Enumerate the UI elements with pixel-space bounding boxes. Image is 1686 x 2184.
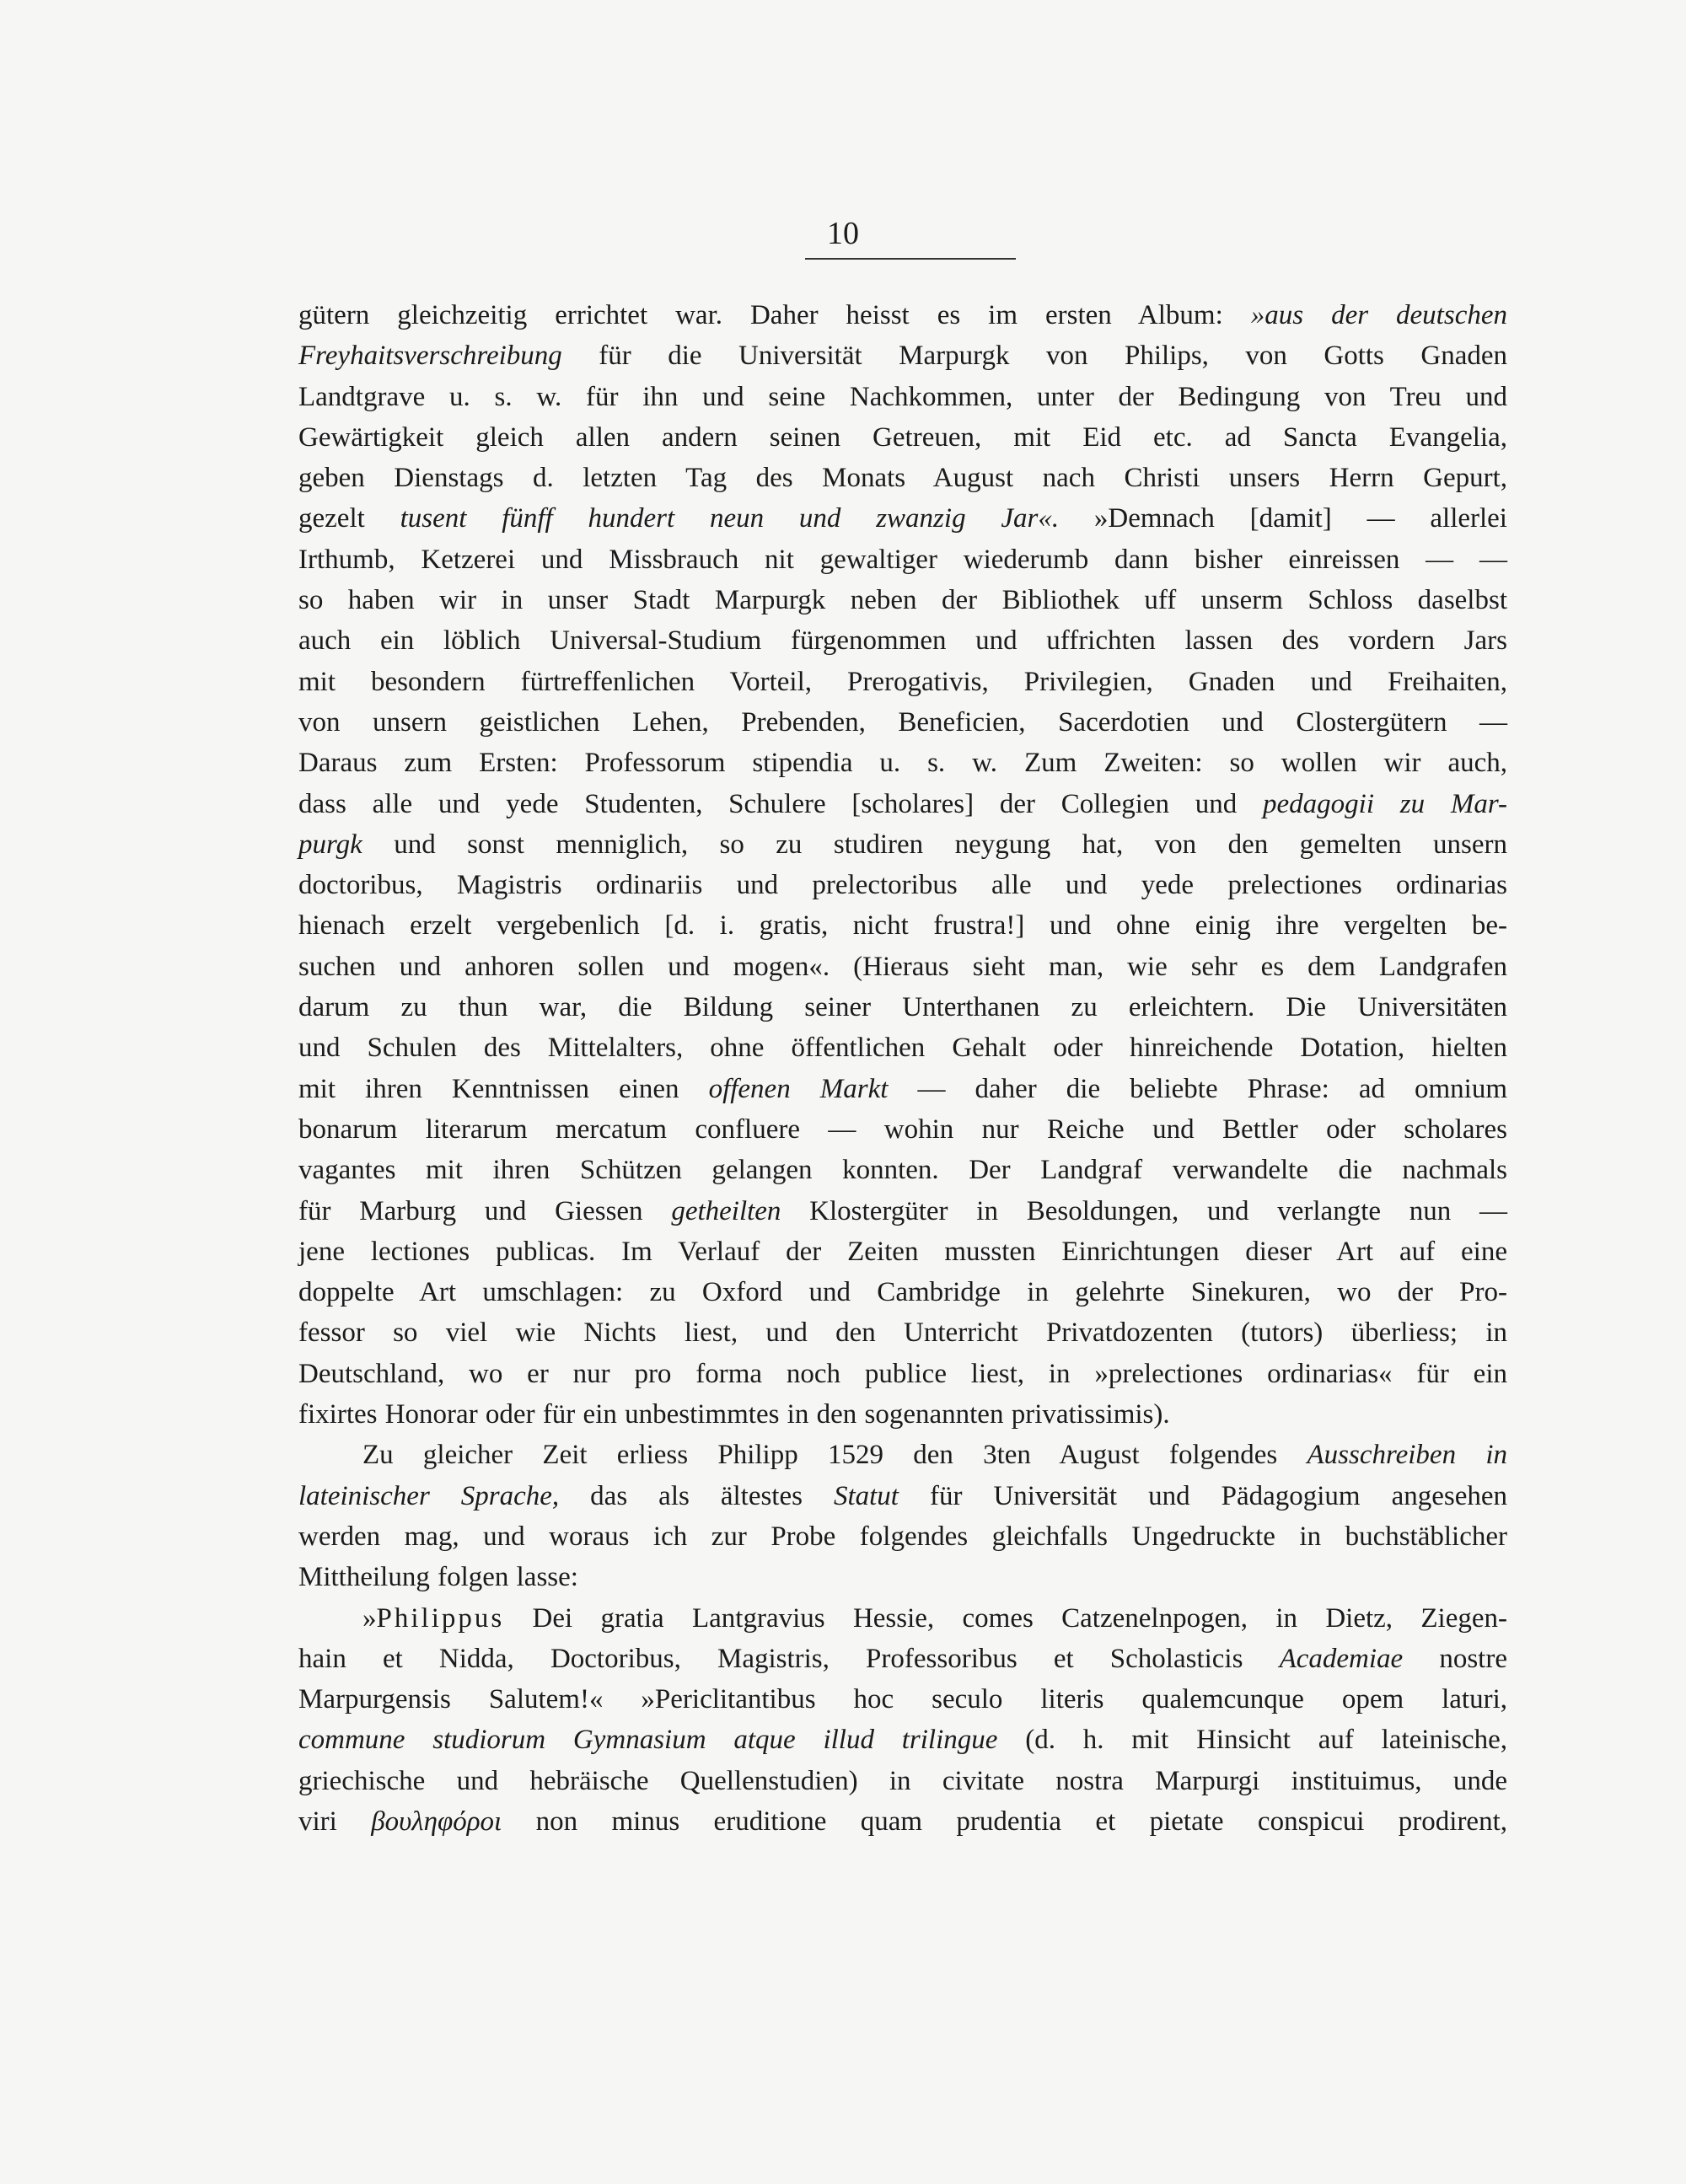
text-line <box>298 743 1507 783</box>
text-segment: Deutschland, wo er nur pro forma noch publice liest, in »prelectiones ordinarias« für ein <box>298 1358 1507 1389</box>
text-segment: darum zu thun war, die Bildung seiner Unterthanen zu erleichtern. Die Universitäten <box>298 992 1507 1023</box>
text-line <box>298 1028 1507 1068</box>
text-line <box>298 947 1507 987</box>
text-line <box>298 335 1507 376</box>
text-segment: für Universität und Pädagogium angesehen <box>898 1480 1508 1511</box>
text-segment: Mittheilung folgen lasse: <box>298 1562 578 1593</box>
text-segment: Irthumb, Ketzerei und Missbrauch nit gewaltiger wiederumb dann bisher einreissen — — <box>298 544 1507 575</box>
text-segment: von unsern geistlichen Lehen, Prebenden, Beneficien, Sacerdotien und Clostergütern — <box>298 706 1507 738</box>
text-segment: und Schulen des Mittelalters, ohne öffentlichen Gehalt oder hinreichende Dotation, hielten <box>298 1033 1507 1064</box>
body-text <box>298 295 1507 1842</box>
text-line <box>298 784 1507 824</box>
text-segment: viri <box>298 1806 372 1837</box>
text-segment: Landtgrave u. s. w. für ihn und seine Nachkommen, unter der Bedingung von Treu und <box>298 381 1507 412</box>
italic-text: tusent fünff hundert neun und zwanzig Jar«. <box>400 503 1060 534</box>
text-segment: Gewärtigkeit gleich allen andern seinen Getreuen, mit Eid etc. ad Sancta Evangelia, <box>298 421 1507 453</box>
text-line <box>298 1639 1507 1679</box>
text-segment: hain et Nidda, Doctoribus, Magistris, Professoribus et Scholasticis <box>298 1643 1280 1674</box>
text-segment: fixirtes Honorar oder für ein unbestimmtes in den sogenannten privatissimis). <box>298 1399 1170 1430</box>
text-line <box>298 1516 1507 1557</box>
text-line <box>298 1598 1507 1639</box>
italic-text: pedagogii zu Mar- <box>1263 788 1507 819</box>
text-segment: mit besondern fürtreffenlichen Vorteil, Prerogativis, Privilegien, Gnaden und Freihaiten, <box>298 666 1507 697</box>
text-line <box>298 1312 1507 1353</box>
text-segment: Marpurgensis Salutem!« »Periclitantibus hoc seculo literis qualemcunque opem laturi, <box>298 1684 1507 1715</box>
text-segment: dass alle und yede Studenten, Schulere [scholares] der Collegien und <box>298 788 1264 819</box>
text-segment: vagantes mit ihren Schützen gelangen konnten. Der Landgraf verwandelte die nachmals <box>298 1155 1507 1186</box>
text-segment: (d. h. mit Hinsicht auf lateinische, <box>997 1725 1507 1756</box>
text-segment: hienach erzelt vergebenlich [d. i. gratis, nicht frustra!] und ohne einig ihre vergelten be- <box>298 910 1507 942</box>
text-line <box>298 1801 1507 1842</box>
text-segment: Dei gratia Lantgravius Hessie, comes Catzenelnpogen, in Dietz, Ziegen- <box>504 1602 1507 1634</box>
text-segment: griechische und hebräische Quellenstudien) in civitate nostra Marpurgi instituimus, unde <box>298 1765 1507 1796</box>
italic-text: lateinischer Sprache, <box>298 1480 560 1511</box>
italic-text: Academiae <box>1279 1643 1404 1674</box>
page-number: 10 <box>827 216 859 251</box>
text-line <box>298 1272 1507 1312</box>
text-line <box>298 1679 1507 1720</box>
text-line <box>298 620 1507 661</box>
text-line <box>298 295 1507 335</box>
text-line <box>298 702 1507 743</box>
italic-text: Statut <box>833 1480 899 1511</box>
italic-text: offenen Markt <box>708 1073 889 1104</box>
text-line <box>298 1557 1507 1597</box>
text-segment: doctoribus, Magistris ordinariis und prelectoribus alle und yede prelectiones ordinarias <box>298 870 1507 901</box>
italic-text: Freyhaitsverschreibung <box>298 341 562 372</box>
text-segment: Klostergüter in Besoldungen, und verlangte nun — <box>781 1195 1507 1226</box>
text-segment: doppelte Art umschlagen: zu Oxford und Cambridge in gelehrte Sinekuren, wo der Pro- <box>298 1277 1507 1308</box>
text-segment: gütern gleichzeitig errichtet war. Daher heisst es im ersten Album: <box>298 300 1251 330</box>
italic-text: commune studiorum Gymnasium atque illud trilingue <box>298 1725 998 1756</box>
italic-text: getheilten <box>671 1195 781 1226</box>
text-segment: nostre <box>1403 1643 1507 1674</box>
text-line <box>298 865 1507 905</box>
italic-text: »aus der deutschen <box>1250 300 1507 330</box>
text-segment: »Demnach [damit] — allerlei <box>1059 503 1507 534</box>
text-segment: für die Universität Marpurgk von Philips, von Gotts Gnaden <box>561 341 1507 372</box>
text-segment: auch ein löblich Universal-Studium fürgenommen und uffrichten lassen des vordern Jars <box>298 625 1507 657</box>
text-line <box>298 824 1507 865</box>
italic-text: βουληφόροι <box>371 1806 502 1837</box>
text-segment: — daher die beliebte Phrase: ad omnium <box>888 1073 1508 1104</box>
text-line <box>298 987 1507 1028</box>
text-line <box>298 458 1507 498</box>
text-line <box>298 662 1507 702</box>
text-line <box>298 1354 1507 1394</box>
italic-text: Ausschreiben in <box>1307 1440 1507 1471</box>
text-segment: geben Dienstags d. letzten Tag des Monats August nach Christi unsers Herrn Gepurt, <box>298 463 1507 494</box>
text-line <box>298 1394 1507 1435</box>
text-segment: das als ältestes <box>559 1480 834 1511</box>
text-line <box>298 417 1507 458</box>
text-line <box>298 1150 1507 1190</box>
text-line <box>298 498 1507 539</box>
italic-text: purgk <box>298 829 362 860</box>
text-line <box>298 1191 1507 1232</box>
text-line <box>298 1109 1507 1150</box>
text-segment: Philippus <box>376 1602 505 1634</box>
text-segment: fessor so viel wie Nichts liest, und den Unterricht Privatdozenten (tutors) überliess; in <box>298 1317 1507 1349</box>
text-segment: mit ihren Kenntnissen einen <box>298 1073 709 1104</box>
text-line <box>298 905 1507 946</box>
text-segment: so haben wir in unser Stadt Marpurgk neben der Bibliothek uff unserm Schloss daselbst <box>298 585 1507 616</box>
text-line <box>298 1232 1507 1272</box>
text-segment: Daraus zum Ersten: Professorum stipendia u. s. w. Zum Zweiten: so wollen wir auch, <box>298 748 1507 779</box>
text-line <box>298 1761 1507 1801</box>
text-segment: Zu gleicher Zeit erliess Philipp 1529 den 3ten August folgendes <box>362 1440 1307 1471</box>
text-line <box>298 1069 1507 1109</box>
header-rule <box>805 258 1016 260</box>
text-line <box>298 377 1507 417</box>
text-segment: jene lectiones publicas. Im Verlauf der Zeiten mussten Einrichtungen dieser Art auf eine <box>298 1236 1507 1267</box>
text-segment: und sonst menniglich, so zu studiren neygung hat, von den gemelten unsern <box>362 829 1507 860</box>
text-segment: non minus eruditione quam prudentia et pietate conspicui prodirent, <box>502 1806 1508 1837</box>
text-line <box>298 1435 1507 1475</box>
text-segment: » <box>362 1602 377 1634</box>
text-segment: für Marburg und Giessen <box>298 1195 672 1226</box>
text-line <box>298 1720 1507 1760</box>
text-line <box>298 580 1507 620</box>
text-line <box>298 1476 1507 1516</box>
text-segment: bonarum literarum mercatum confluere — wohin nur Reiche und Bettler oder scholares <box>298 1113 1507 1145</box>
text-segment: gezelt <box>298 503 400 534</box>
text-segment: werden mag, und woraus ich zur Probe folgendes gleichfalls Ungedruckte in buchstäblicher <box>298 1521 1507 1552</box>
text-segment: suchen und anhoren sollen und mogen«. (Hieraus sieht man, wie sehr es dem Landgrafen <box>298 951 1507 982</box>
text-line <box>298 539 1507 580</box>
